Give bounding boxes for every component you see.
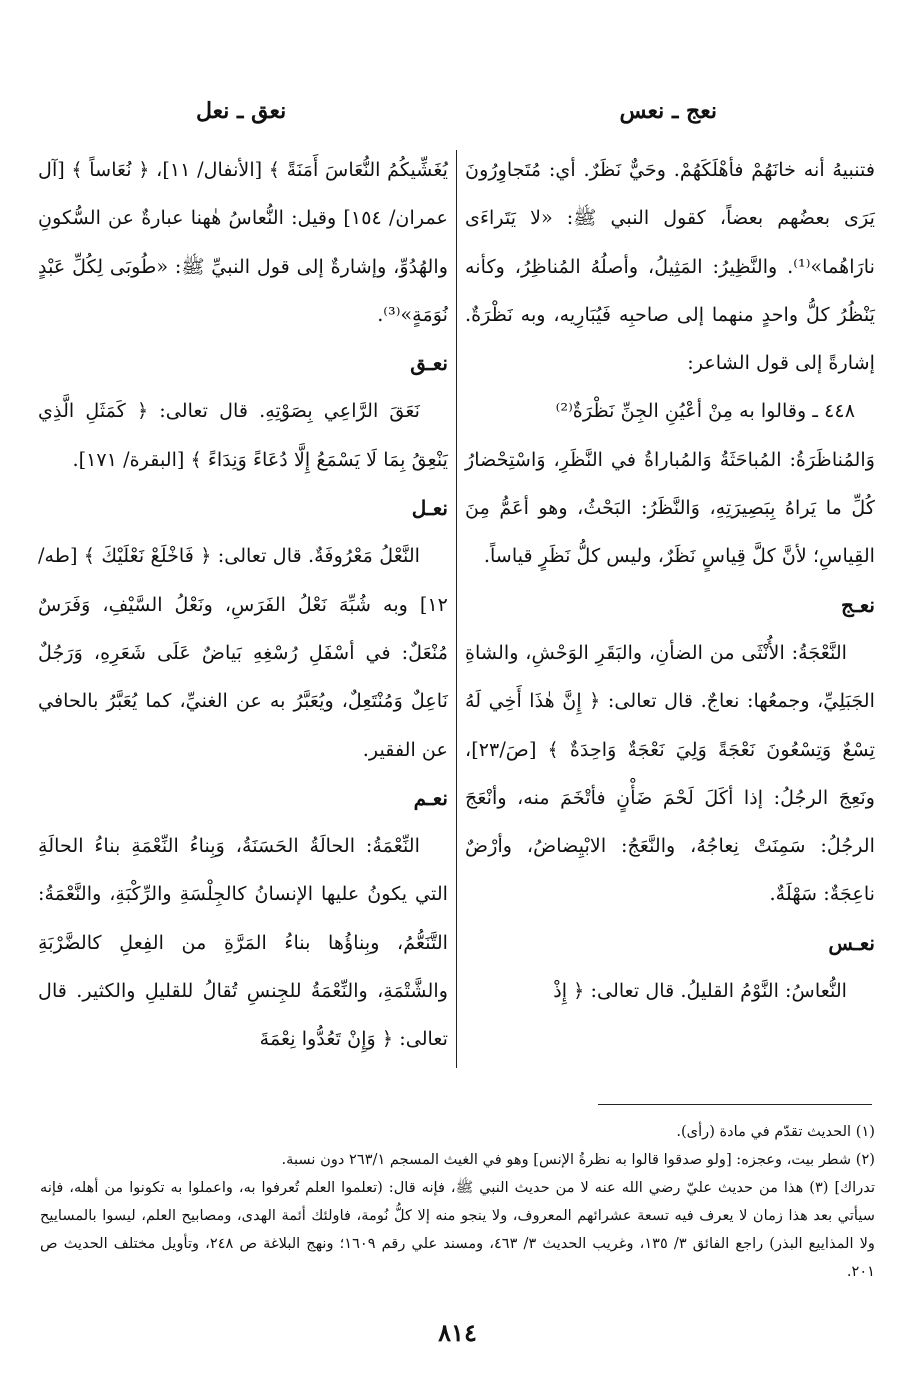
left-column — [38, 146, 448, 1064]
column-divider — [456, 150, 457, 1068]
poem-verse: ٤٤٨ ـ وقالوا به مِنْ أعْيُنِ الجِنِّ نَظْرَةٌ⁽²⁾ — [555, 399, 855, 423]
entry-heading-naaj: نعـج — [841, 592, 875, 617]
footnotes — [40, 1118, 875, 1286]
paragraph: يُغَشِّيكُمُ النُّعَاسَ أَمَنَةً ﴾ [الأنفال/ ١١]، ﴿ نُعَاساً ﴾ [آل عمران/ ١٥٤] وقيل: النُّعاسُ هٰهنا عبارةٌ عن السُّكونِ والهُدُوِّ، وإشارةٌ إلى قول النبيِّ ﷺ: «طُوبَى لِكُلِّ عَبْدٍ نُوَمَةٍ»⁽³⁾. — [38, 158, 449, 326]
paragraph: فتنبيهُ أنه خانَهُمْ فأهْلَكَهُمْ. وحَيٌّ نَظَرٌ. أي: مُتَجاوِرُونَ يَرَى بعضُهم بعضاً، كقول النبي ﷺ: «لا يَتَراءَى نارَاهُما»⁽¹⁾. والنَّظِيرُ: المَثِيلُ، وأصلُهُ المُناظِرُ، وكأنه يَنْظُرُ كلُّ واحدٍ منهما إلى صاحبِه فَيُبَارِيه، وبه نَظْرَةٌ. إشارةً إلى قول الشاعر: — [465, 158, 875, 375]
page-number: ٨١٤ — [438, 1318, 477, 1347]
paragraph: النُّعاسُ: النَّوْمُ القليلُ. قال تعالى: ﴿ إِذْ — [553, 979, 847, 1003]
running-head-right: نعج ـ نعس — [619, 98, 717, 124]
running-head-left: نعق ـ نعل — [196, 98, 287, 124]
entry-heading-naam: نعـم — [413, 785, 448, 810]
paragraph: النَّعْجَةُ: الأُنْثَى من الضأنِ، والبَقَرِ الوَحْشِ، والشاةِ الجَبَلِيِّ، وجمعُها: نعاجٌ. قال تعالى: ﴿ إِنَّ هٰذَا أَخِي لَهُ تِسْعٌ وَتِسْعُونَ نَعْجَةً وَلِيَ نَعْجَةٌ وَاحِدَةٌ ﴾ [صَ/٢٣]، ونَعِجَ الرجُلُ: إذا أكَلَ لَحْمَ ضَأْنٍ فأتْخَمَ منه، وأنْعَجَ الرجُلُ: سَمِنَتْ نِعاجُهُ، والنَّعَجُ: الابْيِضاضُ، وأرْضٌ ناعِجَةٌ: سَهْلَةٌ. — [465, 640, 875, 906]
paragraph: نَعَقَ الرَّاعِي بِصَوْتِهِ. قال تعالى: ﴿ كَمَثَلِ الَّذِي يَنْعِقُ بِمَا لَا يَسْمَعُ إِلَّا دُعَاءً وَنِدَاءً ﴾ [البقرة/ ١٧١]. — [38, 399, 448, 471]
footnote-1: (١) الحديث تقدّم في مادة (رأى). — [676, 1123, 875, 1140]
footnote-3-text: (٣) هذا من حديث عليّ رضي الله عنه لا من حديث النبي ﷺ، فإنه قال: (تعلموا العلم تُعرفوا به، واعملوا به تكونوا من أهله، فإنه سيأتي بعد هذا زمان لا يعرف فيه تسعة عشرائهم المعروف، ولا ينجو منه إلا كلُّ نُومة، فاولئك أئمة الهدى، ومصابيح العلم، ليسوا بالمساييح ولا المذاييع البذر) راجع الفائق ٣/ ١٣٥، وغريب الحديث ٣/ ٤٦٣، ومسند علي رقم ١٦٠٩؛ ونهج البلاغة ص ٢٤٨، وتأويل مختلف الحديث ص ٢٠١. — [40, 1179, 875, 1280]
right-column — [465, 146, 875, 1015]
margin-note: تدراك] — [834, 1179, 875, 1196]
entry-heading-naas: نعـس — [828, 930, 875, 955]
paragraph: النِّعْمَةُ: الحالَةُ الحَسَنَةُ، وَبِناءُ النِّعْمَةِ بناءُ الحالَةِ التي يكونُ عليها الإنسانُ كالجِلْسَةِ والرِّكْبَةِ، والنَّعْمَةُ: التَّنَعُّمُ، وبِناؤُها بناءُ المَرَّةِ من الفِعلِ كالضَّرْبَةِ والشَّتْمَةِ، والنِّعْمَةُ للجِنسِ تُقالُ للقليلِ والكثير. قال تعالى: ﴿ وَإِنْ تَعُدُّوا نِعْمَةَ — [38, 834, 448, 1051]
footnote-rule — [598, 1104, 872, 1105]
paragraph: النَّعْلُ مَعْرُوفَةٌ. قال تعالى: ﴿ فَاخْلَعْ نَعْلَيْكَ ﴾ [طه/ ١٢] وبه شُبِّهَ نَعْلُ الفَرَسِ، ونَعْلُ السَّيْفِ، وَفَرَسٌ مُنْعَلٌ: في أسْفَلِ رُسْغِهِ بَياضٌ عَلَى شَعَرِهِ، وَرَجُلٌ نَاعِلٌ وَمُنْتَعِلٌ، ويُعَبَّرُ به عن الغنيِّ، كما يُعَبَّرُ بالحافي عن الفقير. — [38, 544, 448, 761]
footnote-2: (٢) شطر بيت، وعجزه: [ولو صدقوا قالوا به نظرةُ الإنس] وهو في الغيث المسجم ٢٦٣/١ دون نسبة. — [281, 1151, 875, 1168]
paragraph: وَالمُناظَرَةُ: المُباحَثَةُ وَالمُباراةُ في النَّظَرِ، وَاسْتِحْضارُ كُلِّ ما يَراهُ بِبَصِيرَتِهِ، وَالنَّظَرُ: البَحْثُ، وهو أعَمُّ مِنَ القِياسِ؛ لأنَّ كلَّ قِياسٍ نَظَرٌ، وليس كلُّ نَظَرٍ قياساً. — [465, 447, 875, 568]
footnote-3 — [40, 1174, 875, 1286]
entry-heading-naal: نعـل — [411, 496, 448, 521]
entry-heading-naaq: نعـق — [410, 351, 448, 376]
